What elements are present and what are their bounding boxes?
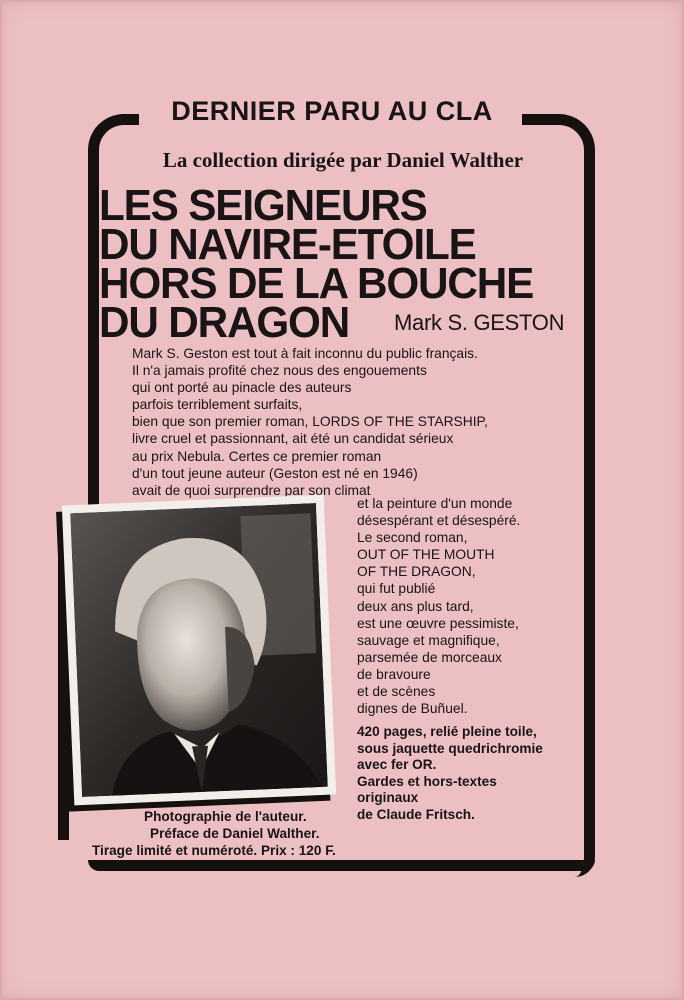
text-line: est une œuvre pessimiste, bbox=[357, 615, 519, 631]
photo-credits bbox=[92, 808, 392, 859]
text-line: et de scènes bbox=[357, 684, 436, 700]
description-paragraph bbox=[132, 345, 552, 499]
text-line: avait de quoi surprendre par son climat bbox=[132, 482, 371, 498]
text-line: deux ans plus tard, bbox=[357, 598, 474, 614]
text-line: sauvage et magnifique, bbox=[357, 632, 500, 648]
text-line: dignes de Buñuel. bbox=[357, 701, 468, 717]
edition-price: Tirage limité et numéroté. Prix : 120 F. bbox=[92, 843, 336, 858]
collection-subtitle: La collection dirigée par Daniel Walther bbox=[162, 148, 524, 172]
title-line: HORS DE LA BOUCHE bbox=[99, 259, 534, 308]
frame-bottom-border bbox=[88, 860, 595, 871]
text-line: OUT OF THE MOUTH bbox=[357, 547, 495, 563]
title-line: DU DRAGON bbox=[99, 298, 350, 347]
text-line: parfois terriblement surfaits, bbox=[132, 397, 303, 413]
title-line: LES SEIGNEURS bbox=[99, 181, 427, 230]
author-photo bbox=[62, 495, 336, 806]
photo-credit: Photographie de l'auteur. bbox=[144, 809, 307, 824]
author-portrait-image bbox=[70, 503, 328, 797]
preface-credit: Préface de Daniel Walther. bbox=[150, 826, 320, 841]
text-line: désespérant et désespéré. bbox=[357, 513, 521, 529]
spec-line: 420 pages, relié pleine toile, bbox=[357, 724, 537, 739]
text-line: Le second roman, bbox=[357, 530, 468, 546]
text-line: au prix Nebula. Certes ce premier roman bbox=[132, 448, 382, 464]
text-line: bien que son premier roman, LORDS OF THE STARSHIP, bbox=[132, 414, 488, 430]
text-line: Il n'a jamais profité chez nous des engouements bbox=[132, 363, 427, 379]
text-line: de bravoure bbox=[357, 666, 431, 682]
text-line: et la peinture d'un monde bbox=[357, 496, 513, 511]
text-line: d'un tout jeune auteur (Geston est né en 1946) bbox=[132, 465, 418, 481]
spec-line: de Claude Fritsch. bbox=[357, 806, 475, 822]
text-line: Mark S. Geston est tout à fait inconnu du public français. bbox=[132, 346, 478, 361]
spec-line: Gardes et hors-textes bbox=[357, 773, 497, 789]
author-name: Mark S. GESTON bbox=[394, 310, 565, 335]
text-line: parsemée de morceaux bbox=[357, 649, 502, 665]
banner-heading: DERNIER PARU AU CLA bbox=[171, 96, 493, 126]
text-line: livre cruel et passionnant, ait été un candidat sérieux bbox=[132, 431, 454, 447]
text-line: qui fut publié bbox=[357, 581, 436, 597]
text-line: OF THE DRAGON, bbox=[357, 564, 476, 580]
spec-line: originaux bbox=[357, 790, 419, 806]
text-line: qui ont porté au pinacle des auteurs bbox=[132, 380, 352, 396]
title-line: DU NAVIRE-ETOILE bbox=[99, 220, 476, 269]
description-continued bbox=[357, 495, 557, 717]
spec-line: avec fer OR. bbox=[357, 757, 437, 773]
spec-line: sous jaquette quedrichromie bbox=[357, 740, 543, 756]
